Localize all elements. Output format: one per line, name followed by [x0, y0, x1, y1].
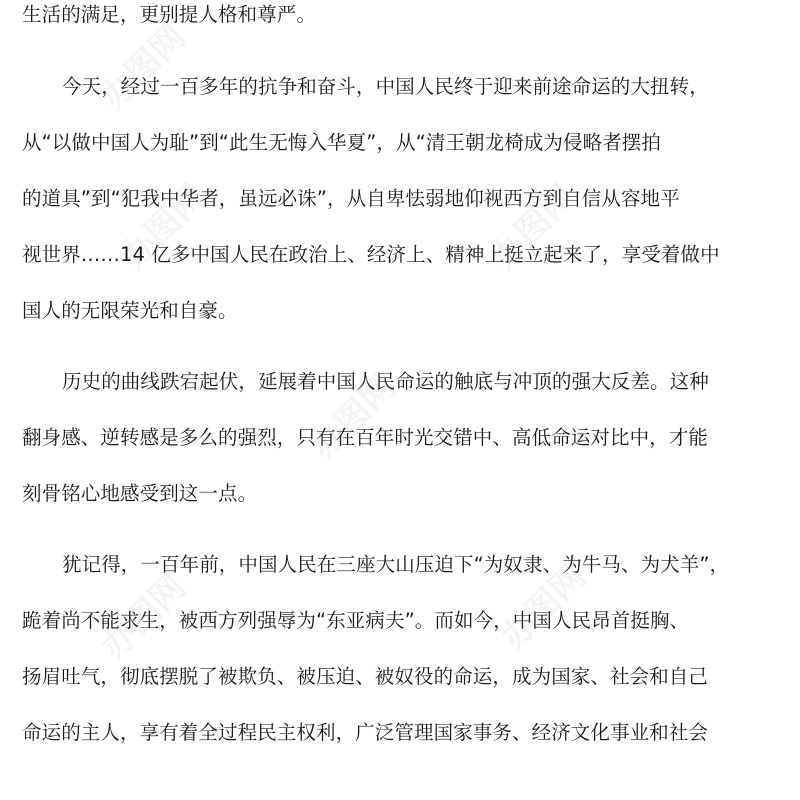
text-line: 视世界……14 亿多中国人民在政治上、经济上、精神上挺立起来了，享受着做中: [22, 243, 720, 266]
watermark: 办图网: [303, 366, 404, 468]
text-line: 的道具”到“犯我中华者，虽远必诛”，从自卑怯弱地仰视西方到自信从容地平: [22, 187, 680, 210]
text-line: 扬眉吐气，彻底摆脱了被欺负、被压迫、被奴役的命运，成为国家、社会和自己: [22, 665, 709, 688]
text-line: 犹记得，一百年前，中国人民在三座大山压迫下“为奴隶、为牛马、为犬羊”，: [62, 553, 730, 576]
text-line: 命运的主人，享有着全过程民主权利，广泛管理国家事务、经济文化事业和社会: [22, 721, 709, 744]
text-line: 翻身感、逆转感是多么的强烈，只有在百年时光交错中、高低命运对比中，才能: [22, 426, 709, 449]
text-line: 国人的无限荣光和自豪。: [22, 299, 238, 322]
watermark: 办图网: [93, 566, 194, 668]
text-line: 今天，经过一百多年的抗争和奋斗，中国人民终于迎来前途命运的大扭转，: [62, 75, 709, 98]
text-line: 从“以做中国人为耻”到“此生无悔入华夏”，从“清王朝龙椅成为侵略者摆拍: [22, 131, 662, 154]
document-page: [22, 0, 782, 800]
watermark: 办图网: [483, 176, 584, 278]
text-line: 跪着尚不能求生，被西方列强辱为“东亚病夫”。而如今，中国人民昂首挺胸、: [22, 609, 690, 632]
text-line: 刻骨铭心地感受到这一点。: [22, 482, 258, 505]
text-line: 历史的曲线跌宕起伏，延展着中国人民命运的触底与冲顶的强大反差。这种: [62, 370, 709, 393]
watermark: 办图网: [93, 16, 194, 118]
text-line: 生活的满足，更别提人格和尊严。: [22, 3, 317, 26]
watermark: 办图网: [113, 176, 214, 278]
watermark: 办图网: [493, 556, 594, 658]
